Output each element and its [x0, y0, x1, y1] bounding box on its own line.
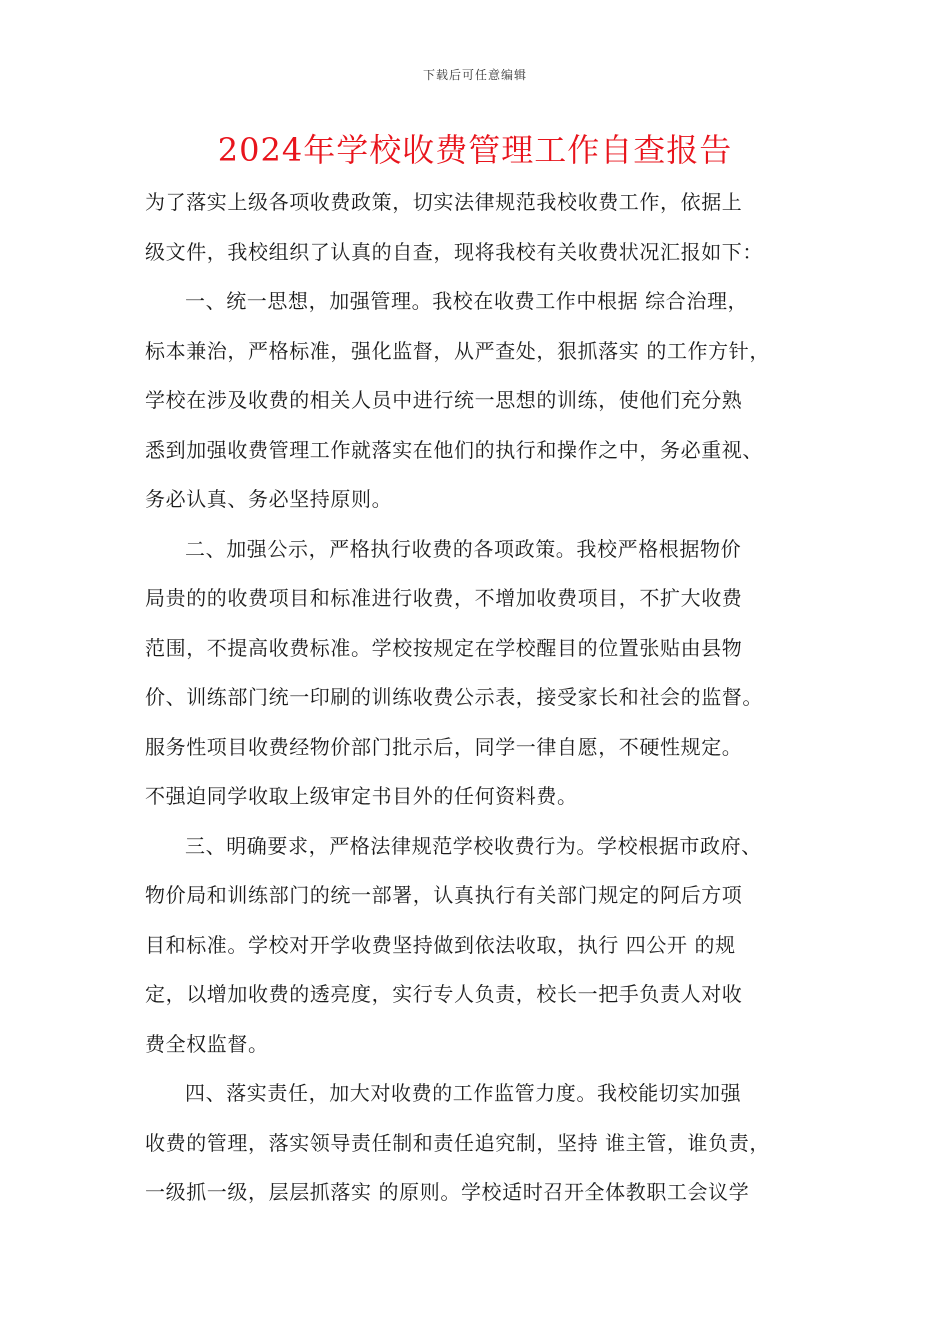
text-line: 学校在涉及收费的相关人员中进行统一思想的训练，使他们充分熟	[145, 388, 743, 412]
header-note: 下载后可任意编辑	[422, 68, 527, 82]
paragraph-intro	[145, 178, 827, 277]
text-line: 不强迫同学收取上级审定书目外的任何资料费。	[145, 784, 578, 808]
text-line: 范围，不提高收费标准。学校按规定在学校醒目的位置张贴由县物	[145, 635, 743, 660]
text-line: 务必认真、务必坚持原则。	[145, 487, 393, 511]
text-line: 级文件，我校组织了认真的自查，现将我校有关收费状况汇报如下：	[145, 239, 763, 264]
text-line: 为了落实上级各项收费政策，切实法律规范我校收费工作，依据上	[145, 190, 743, 214]
text-line: 三、明确要求，严格法律规范学校收费行为。学校根据市政府、	[185, 833, 762, 858]
text-line: 收费的管理，落实领导责任制和责任追究制，坚持 谁主管，谁负责，	[145, 1130, 770, 1155]
text-line: 标本兼治，严格标准，强化监督，从严查处，狠抓落实 的工作方针，	[145, 338, 770, 363]
text-line: 目和标准。学校对开学收费坚持做到依法收取，执行 四公开 的规	[145, 932, 736, 957]
text-line: 一、统一思想，加强管理。我校在收费工作中根据 综合治理，	[185, 289, 749, 313]
text-line: 服务性项目收费经物价部门批示后，同学一律自愿，不硬性规定。	[145, 734, 743, 759]
text-line: 价、训练部门统一印刷的训练收费公示表，接受家长和社会的监督。	[145, 685, 763, 709]
paragraph-section-1	[145, 277, 827, 525]
text-line: 定，以增加收费的透亮度，实行专人负责，校长一把手负责人对收	[145, 982, 743, 1006]
text-line: 一级抓一级，层层抓落实 的原则。学校适时召开全体教职工会议学	[145, 1180, 750, 1204]
paragraph-section-3	[145, 822, 827, 1070]
document-title: 2024年学校收费管理工作自查报告	[217, 131, 733, 169]
text-line: 二、加强公示，严格执行收费的各项政策。我校严格根据物价	[185, 536, 742, 561]
text-line: 局贵的的收费项目和标准进行收费，不增加收费项目，不扩大收费	[145, 586, 743, 610]
paragraph-section-4	[145, 1069, 827, 1218]
text-line: 物价局和训练部门的统一部署，认真执行有关部门规定的阿后方项	[145, 883, 743, 907]
text-line: 悉到加强收费管理工作就落实在他们的执行和操作之中，务必重视、	[145, 437, 763, 462]
document-body	[145, 178, 827, 1218]
text-line: 四、落实责任，加大对收费的工作监管力度。我校能切实加强	[185, 1081, 742, 1105]
paragraph-section-2	[145, 525, 827, 822]
text-line: 费全权监督。	[145, 1031, 269, 1056]
